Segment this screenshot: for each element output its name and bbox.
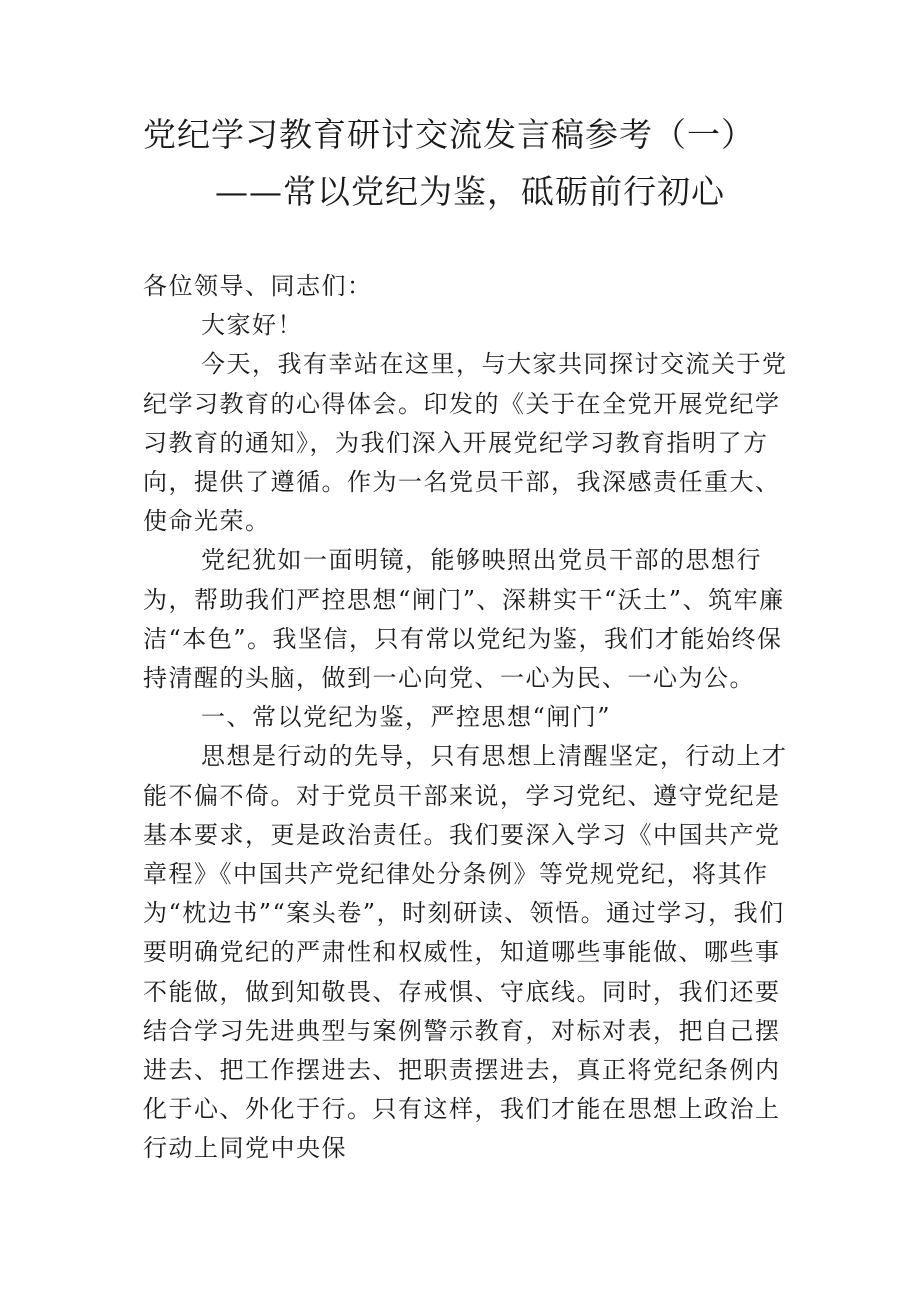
document-body — [143, 267, 791, 1169]
paragraph-2: 党纪犹如一面明镜，能够映照出党员干部的思想行为，帮助我们严控思想“闸门”、深耕实干“沃土”、筑牢廉洁“本色”。我坚信，只有常以党纪为鉴，我们才能始终保持清醒的头脑，做到一心向党、一心为民、一心为公。 — [143, 546, 785, 693]
section-paragraph: 思想是行动的先导，只有思想上清醒坚定，行动上才能不偏不倚。对于党员干部来说，学习党纪、遵守党纪是基本要求，更是政治责任。我们要深入学习《中国共产党章程》《中国共产党纪律处分条例》等党规党纪，将其作为“枕边书”“案头卷”，时刻研读、领悟。通过学习，我们要明确党纪的严肃性和权威性，知道哪些事能做、哪些事不能做，做到知敬畏、存戒惧、守底线。同时，我们还要结合学习先进典型与案例警示教育，对标对表，把自己摆进去、把工作摆进去、把职责摆进去，真正将党纪条例内化于心、外化于行。只有这样，我们才能在思想上政治上行动上同党中央保 — [143, 742, 788, 1163]
document-title: 党纪学习教育研讨交流发言稿参考（一） — [143, 115, 755, 154]
salutation: 各位领导、同志们： — [143, 272, 373, 300]
section-heading: 一、常以党纪为鉴，严控思想“闸门” — [201, 703, 612, 732]
greeting: 大家好！ — [201, 311, 303, 340]
document-subtitle: ——常以党纪为鉴，砥砺前行初心 — [215, 172, 725, 211]
paragraph-1: 今天，我有幸站在这里，与大家共同探讨交流关于党纪学习教育的心得体会。印发的《关于在全党开展党纪学习教育的通知》，为我们深入开展党纪学习教育指明了方向，提供了遵循。作为一名党员干部，我深感责任重大、使命光荣。 — [143, 350, 788, 536]
